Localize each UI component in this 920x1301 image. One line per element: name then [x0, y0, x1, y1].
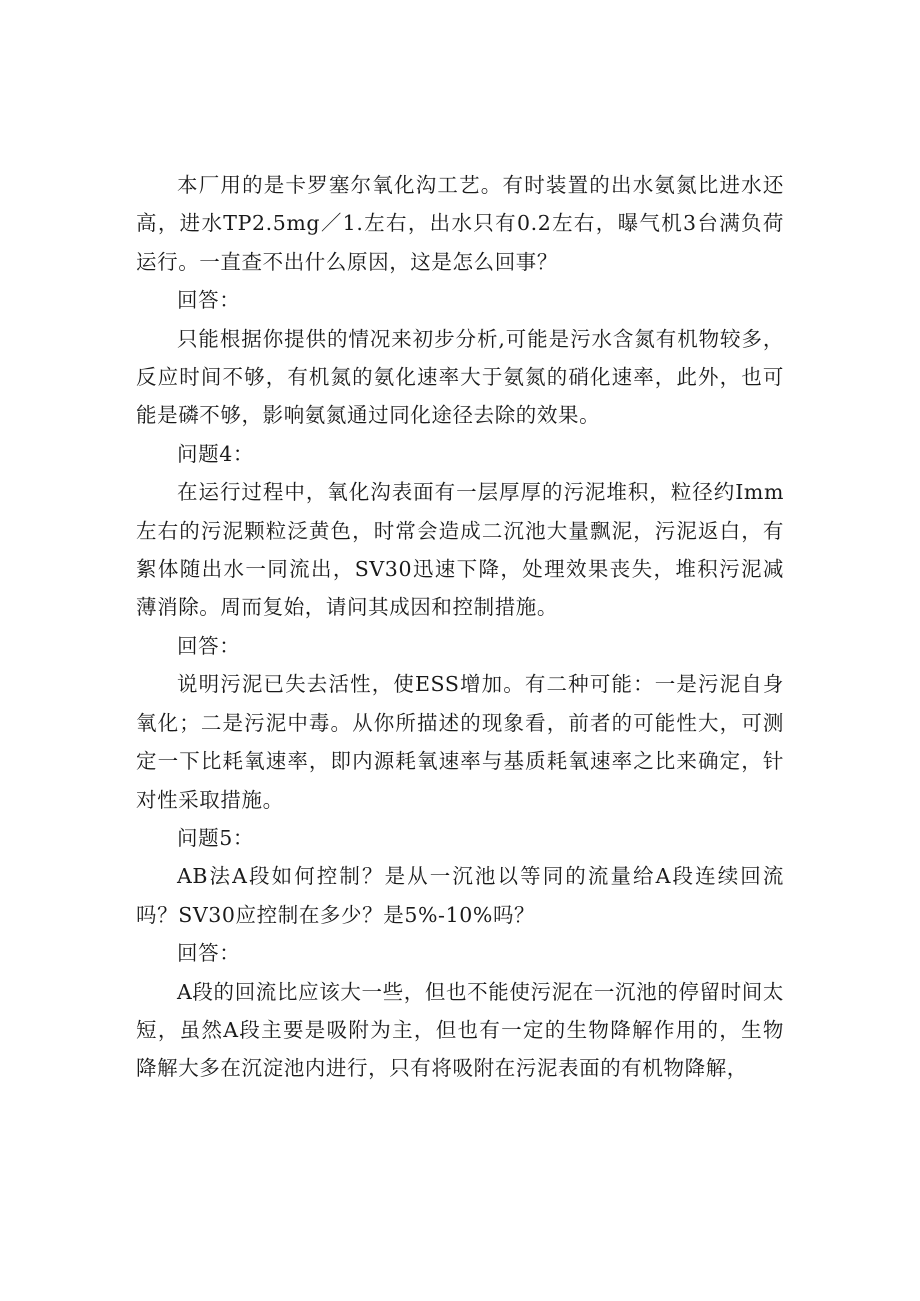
answer-heading: 回答： — [177, 941, 241, 966]
answer-heading: 回答： — [177, 633, 241, 658]
answer-heading: 回答： — [177, 288, 241, 313]
question-5-heading: 问题5： — [177, 825, 254, 850]
answer-paragraph: 只能根据你提供的情况来初步分析,可能是污水含氮有机物较多，反应时间不够，有机氮的氨化速率大于氨氮的硝化速率，此外，也可能是磷不够，影响氨氮通过同化途径去除的效果。 — [136, 326, 784, 428]
question-4-heading: 问题4： — [177, 441, 254, 466]
answer-paragraph: 说明污泥已失去活性，使ESS增加。有二种可能：一是污泥自身氧化；二是污泥中毒。从你所描述的现象看，前者的可能性大，可测定一下比耗氧速率，即内源耗氧速率与基质耗氧速率之比来确定，针对性采取措施。 — [136, 672, 784, 812]
answer-paragraph: A段的回流比应该大一些，但也不能使污泥在一沉池的停留时间太短，虽然A段主要是吸附为主，但也有一定的生物降解作用的，生物降解大多在沉淀池内进行，只有将吸附在污泥表面的有机物降解， — [136, 979, 784, 1081]
document-body — [136, 166, 784, 1088]
question-5-paragraph: AB法A段如何控制？是从一沉池以等同的流量给A段连续回流吗？SV30应控制在多少？是5%-10%吗？ — [136, 864, 784, 927]
question-paragraph: 本厂用的是卡罗塞尔氧化沟工艺。有时装置的出水氨氮比进水还高，进水TP2.5mg／1.左右，出水只有0.2左右，曝气机3台满负荷运行。一直查不出什么原因，这是怎么回事？ — [136, 173, 784, 274]
question-4-paragraph: 在运行过程中，氧化沟表面有一层厚厚的污泥堆积，粒径约Imm左右的污泥颗粒泛黄色，时常会造成二沉池大量飘泥，污泥返白，有絮体随出水一同流出，SV30迅速下降，处理效果丧失，堆积污泥减薄消除。周而复始，请问其成因和控制措施。 — [136, 480, 784, 620]
